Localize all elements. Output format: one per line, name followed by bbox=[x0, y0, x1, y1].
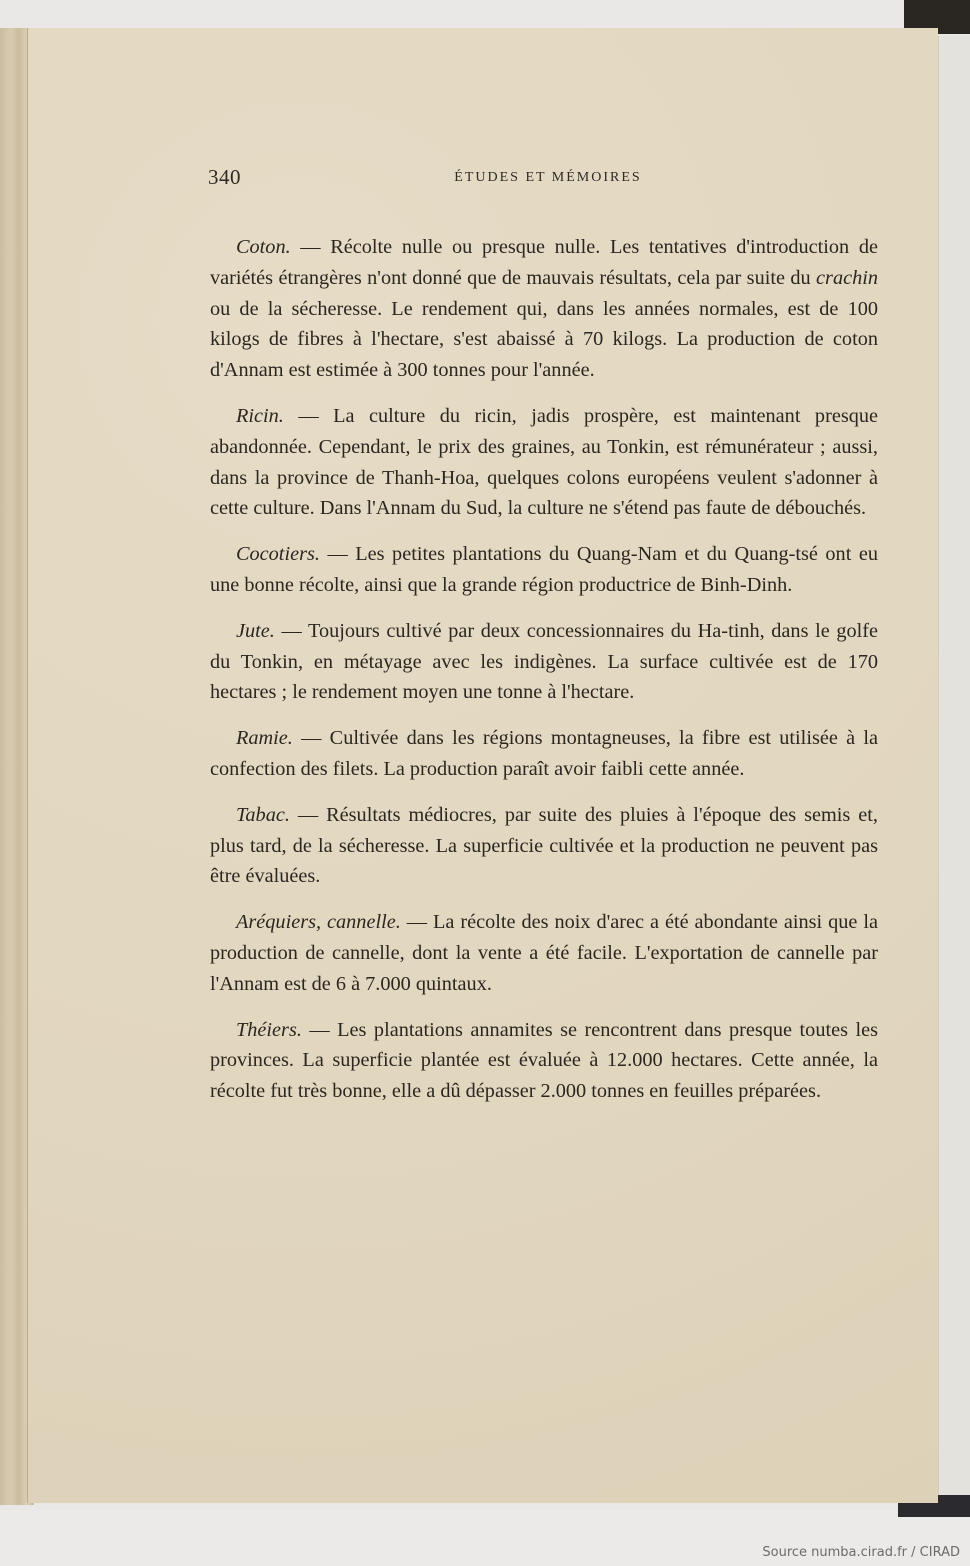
paragraph-ramie bbox=[210, 723, 878, 785]
body-text bbox=[210, 232, 878, 1122]
paragraph-heading: Théiers. bbox=[236, 1018, 302, 1041]
facing-page-edge bbox=[938, 36, 970, 1496]
paragraph-text: — Résultats médiocres, par suite des pluies à l'époque des semis et, plus tard, de la sécheresse. La superficie cultivée et la production ne peuvent pas être évaluées. bbox=[210, 803, 878, 888]
paragraph-heading: Ricin. bbox=[236, 404, 284, 427]
running-head: ÉTUDES ET MÉMOIRES bbox=[454, 170, 642, 185]
paragraph-tabac bbox=[210, 800, 878, 892]
paragraph-heading: Aréquiers, cannelle. bbox=[236, 911, 401, 934]
paragraph-heading: Tabac. bbox=[236, 803, 290, 826]
paragraph-text: — Cultivée dans les régions montagneuses, la fibre est utilisée à la confection des filets. La production paraît avoir faibli cette année. bbox=[210, 727, 878, 780]
paragraph-theiers bbox=[210, 1015, 878, 1107]
emphasis-term: crachin bbox=[816, 266, 878, 289]
paragraph-heading: Cocotiers. bbox=[236, 543, 320, 566]
paragraph-heading: Coton. bbox=[236, 236, 291, 258]
paragraph-heading: Jute. bbox=[236, 619, 275, 642]
paragraph-text: — Toujours cultivé par deux concessionnaires du Ha-tinh, dans le golfe du Tonkin, en métayage avec les indigènes. La surface cultivée est de 170 hectares ; le rendement moyen une tonne à l'hectare. bbox=[210, 619, 878, 704]
source-credit: Source numba.cirad.fr / CIRAD bbox=[762, 1545, 960, 1560]
paragraph-text: — La culture du ricin, jadis prospère, est maintenant presque abandonnée. Cependant, le prix des graines, au Tonkin, est rémunérateur ; aussi, dans la province de Thanh-Hoa, quelques colons européens veulent s'adonner à cette culture. Dans l'Annam du Sud, la culture ne s'étend pas faute de débouchés. bbox=[210, 404, 878, 520]
page-number: 340 bbox=[208, 165, 241, 189]
paragraph-jute bbox=[210, 616, 878, 708]
paragraph-text: ou de la sécheresse. Le rendement qui, dans les années normales, est de 100 kilogs de fibres à l'hectare, s'est abaissé à 70 kilogs. La production de coton d'Annam est estimée à 300 tonnes pour l'année. bbox=[210, 297, 878, 382]
paragraph-ricin bbox=[210, 401, 878, 524]
paragraph-text: — Les plantations annamites se rencontrent dans presque toutes les provinces. La superficie plantée est évaluée à 12.000 hectares. Cette année, la récolte fut très bonne, elle a dû dépasser 2.000 tonnes en feuilles préparées. bbox=[210, 1018, 878, 1103]
paragraph-heading: Ramie. bbox=[236, 727, 293, 750]
paragraph-coton bbox=[210, 232, 878, 386]
paragraph-arequiers-cannelle bbox=[210, 907, 878, 999]
paragraph-text: — Récolte nulle ou presque nulle. Les tentatives d'introduction de variétés étrangères n'ont donné que de mauvais résultats, cela par suite du bbox=[210, 236, 878, 289]
paragraph-cocotiers bbox=[210, 539, 878, 601]
paragraph-text: — Les petites plantations du Quang-Nam et du Quang-tsé ont eu une bonne récolte, ainsi que la grande région productrice de Binh-Dinh. bbox=[210, 543, 878, 596]
paragraph-text: — La récolte des noix d'arec a été abondante ainsi que la production de cannelle, dont la vente a été facile. L'exportation de cannelle par l'Annam est de 6 à 7.000 quintaux. bbox=[210, 911, 878, 995]
page-header bbox=[208, 165, 888, 195]
